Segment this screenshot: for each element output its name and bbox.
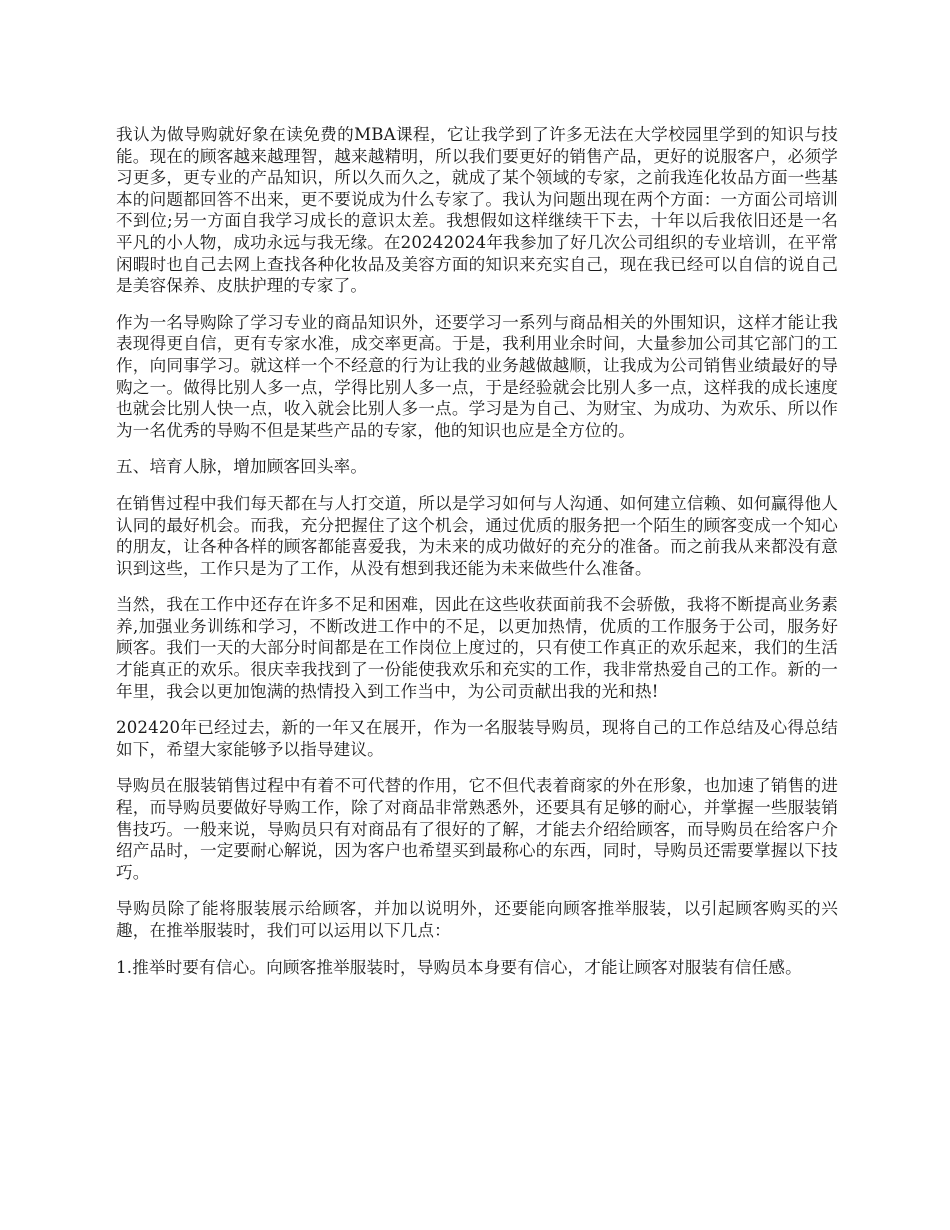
paragraph-5: 202420年已经过去，新的一年又在展开，作为一名服装导购员，现将自己的工作总结及心得总结如下，希望大家能够予以指导建议。 [116, 718, 838, 759]
paragraph-6: 导购员在服装销售过程中有着不可代替的作用，它不但代表着商家的外在形象，也加速了销售的进程，而导购员要做好导购工作，除了对商品非常熟悉外，还要具有足够的耐心，并掌握一些服装销售技巧。一般来说，导购员只有对商品有了很好的了解，才能去介绍给顾客，而导购员在给客户介绍产品时，一定要耐心解说，因为客户也希望买到最称心的东西，同时，导购员还需要掌握以下技巧。 [116, 776, 838, 882]
paragraph-2: 作为一名导购除了学习专业的商品知识外，还要学习一系列与商品相关的外围知识，这样才能让我表现得更自信，更有专家水准，成交率更高。于是，我利用业余时间，大量参加公司其它部门的工作，向同事学习。就这样一个不经意的行为让我的业务越做越顺，让我成为公司销售业绩最好的导购之一。做得比别人多一点，学得比别人多一点，于是经验就会比别人多一点，这样我的成长速度也就会比别人快一点，收入就会比别人多一点。学习是为自己、为财宝、为成功、为欢乐、所以作为一名优秀的导购不但是某些产品的专家，他的知识也应是全方位的。 [116, 312, 838, 440]
paragraph-1: 我认为做导购就好象在读免费的MBA课程，它让我学到了许多无法在大学校园里学到的知识与技能。现在的顾客越来越理智，越来越精明，所以我们要更好的销售产品，更好的说服客户，必须学习更多，更专业的产品知识，所以久而久之，就成了某个领域的专家，之前我连化妆品方面一些基本的问题都回答不出来，更不要说成为什么专家了。我认为问题出现在两个方面：一方面公司培训不到位;另一方面自我学习成长的意识太差。我想假如这样继续干下去，十年以后我依旧还是一名平凡的小人物，成功永远与我无缘。在20242024年我参加了好几次公司组织的专业培训，在平常闲暇时也自己去网上查找各种化妆品及美容方面的知识来充实自己，现在我已经可以自信的说自己是美容保养、皮肤护理的专家了。 [116, 125, 838, 296]
document-body [116, 124, 838, 993]
paragraph-8: 1.推举时要有信心。向顾客推举服装时，导购员本身要有信心，才能让顾客对服装有信任感。 [116, 957, 802, 977]
paragraph-4: 当然，我在工作中还存在许多不足和困难，因此在这些收获面前我不会骄傲，我将不断提高业务素养,加强业务训练和学习，不断改进工作中的不足，以更加热情，优质的工作服务于公司，服务好顾客。我们一天的大部分时间都是在工作岗位上度过的，只有使工作真正的欢乐起来，我们的生活才能真正的欢乐。很庆幸我找到了一份能使我欢乐和充实的工作，我非常热爱自己的工作。新的一年里，我会以更加饱满的热情投入到工作当中，为公司贡献出我的光和热! [116, 595, 838, 701]
paragraph-3: 在销售过程中我们每天都在与人打交道，所以是学习如何与人沟通、如何建立信赖、如何赢得他人认同的最好机会。而我，充分把握住了这个机会，通过优质的服务把一个陌生的顾客变成一个知心的朋友，让各种各样的顾客都能喜爱我，为未来的成功做好的充分的准备。而之前我从来都没有意识到这些，工作只是为了工作，从没有想到我还能为未来做些什么准备。 [116, 493, 838, 578]
section-heading: 五、培育人脉，增加顾客回头率。 [116, 457, 368, 477]
paragraph-7: 导购员除了能将服装展示给顾客，并加以说明外，还要能向顾客推举服装，以引起顾客购买的兴趣，在推举服装时，我们可以运用以下几点： [116, 899, 838, 940]
